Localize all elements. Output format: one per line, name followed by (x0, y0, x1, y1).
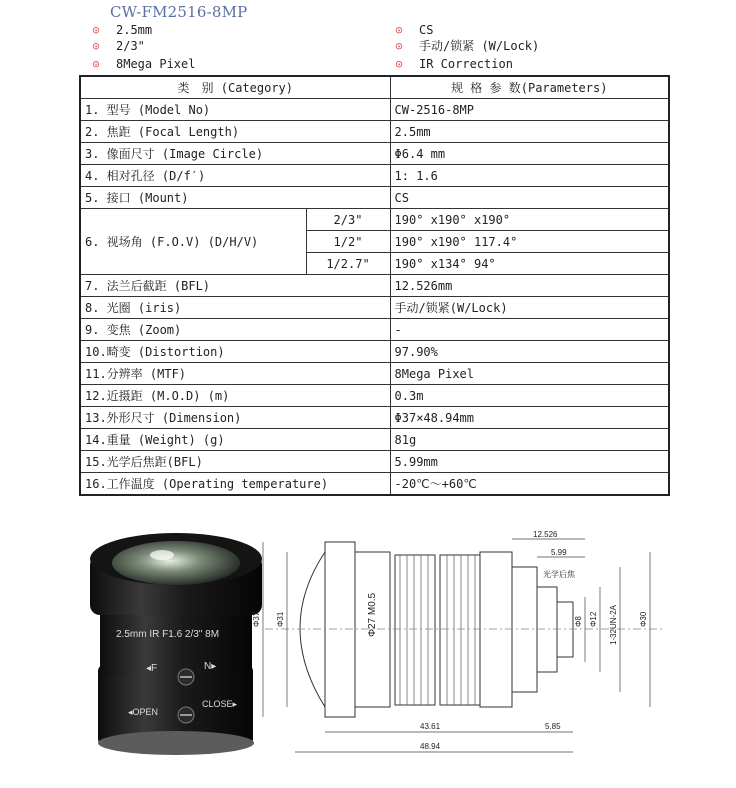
table-row: 10.畸变 (Distortion) 97.90% (80, 341, 669, 363)
technical-drawing (252, 527, 673, 762)
dim-total: 48.94 (420, 742, 441, 751)
ring-ribs (400, 555, 475, 705)
lens-iris-close: CLOSE▸ (202, 699, 238, 709)
bullet-icon: ⊙ (92, 39, 100, 53)
bullet-icon: ⊙ (92, 57, 100, 71)
fov-size: 2/3" (306, 209, 390, 231)
bullet-icon: ⊙ (92, 23, 100, 37)
mount-label: Φ27 M0.5 (367, 592, 378, 637)
dim-len1: 43.61 (420, 722, 441, 731)
table-row: 11.分辨率 (MTF) 8Mega Pixel (80, 363, 669, 385)
table-row: 12.近摄距 (M.O.D) (m) 0.3m (80, 385, 669, 407)
fov-value: 190° x134° 94° (390, 253, 669, 275)
table-row: 9. 变焦 (Zoom) - (80, 319, 669, 341)
lens-glass (112, 541, 240, 585)
lens-photo (76, 525, 276, 765)
feature-left-3: ⊙ 8Mega Pixel (90, 56, 195, 72)
bullet-icon: ⊙ (395, 23, 403, 37)
rear-element (557, 602, 573, 657)
feature-right-1: ⊙ CS (393, 22, 433, 38)
mount-flange (512, 567, 537, 692)
feature-right-3: ⊙ IR Correction (393, 56, 513, 72)
dim-d8: Φ8 (574, 616, 583, 627)
fov-size: 1/2" (306, 231, 390, 253)
front-barrel (325, 542, 355, 717)
dim-bfl1: 12.526 (533, 530, 558, 539)
table-row: 3. 像面尺寸 (Image Circle) Φ6.4 mm (80, 143, 669, 165)
table-row-fov (80, 209, 669, 231)
table-row: 4. 相对孔径 (D/f′) 1: 1.6 (80, 165, 669, 187)
dim-d30: Φ30 (639, 611, 648, 627)
dim-d12: Φ12 (589, 611, 598, 627)
spec-table (79, 75, 670, 496)
table-row: 5. 接口 (Mount) CS (80, 187, 669, 209)
lens-iris-open: ◂OPEN (128, 707, 159, 717)
dim-len2: 5.85 (545, 722, 561, 731)
dim-bfl-label: 光学后焦 (543, 570, 575, 579)
table-row: 14.重量 (Weight) (g) 81g (80, 429, 669, 451)
front-dome (300, 552, 325, 707)
lens-focus-f: ◂F (146, 663, 158, 674)
iris-ring (440, 555, 480, 705)
bullet-icon: ⊙ (395, 57, 403, 71)
dim-bfl2: 5.99 (551, 548, 567, 557)
dim-d37: Φ37 (252, 611, 261, 627)
table-row: 8. 光圈 (iris) 手动/锁紧(W/Lock) (80, 297, 669, 319)
bullet-icon: ⊙ (395, 39, 403, 53)
table-header-row (80, 76, 669, 99)
table-row: 13.外形尺寸 (Dimension) Φ37×48.94mm (80, 407, 669, 429)
rear-body (480, 552, 512, 707)
feature-right-2: ⊙ 手动/锁紧 (W/Lock) (393, 38, 539, 54)
table-row: 15.光学后焦距(BFL) 5.99mm (80, 451, 669, 473)
product-title: CW-FM2516-8MP (110, 3, 248, 21)
header-parameters: 规 格 参 数(Parameters) (390, 76, 669, 99)
table-row: 2. 焦距 (Focal Length) 2.5mm (80, 121, 669, 143)
dim-d31: Φ31 (276, 611, 285, 627)
header-category: 类 别 (Category) (80, 76, 390, 99)
fov-value: 190° x190° 117.4° (390, 231, 669, 253)
lens-ring-text: 2.5mm IR F1.6 2/3" 8M (116, 629, 220, 640)
table-row: 1. 型号 (Model No) CW-2516-8MP (80, 99, 669, 121)
focus-ring (395, 555, 435, 705)
dim-thread: 1-32UN-2A (609, 604, 618, 645)
fov-label: 6. 视场角 (F.O.V) (D/H/V) (80, 209, 306, 275)
feature-left-1: ⊙ 2.5mm (90, 22, 152, 38)
fov-size: 1/2.7" (306, 253, 390, 275)
table-row: 16.工作温度 (Operating temperature) -20℃～+60℃ (80, 473, 669, 496)
lens-base-ring (98, 731, 254, 755)
lens-middle-body (100, 605, 252, 675)
lens-focus-n: N▸ (204, 661, 217, 672)
table-row: 7. 法兰后截距 (BFL) 12.526mm (80, 275, 669, 297)
mount-thread (537, 587, 557, 672)
feature-left-2: ⊙ 2/3" (90, 38, 145, 54)
fov-value: 190° x190° x190° (390, 209, 669, 231)
lens-highlight (150, 550, 174, 560)
